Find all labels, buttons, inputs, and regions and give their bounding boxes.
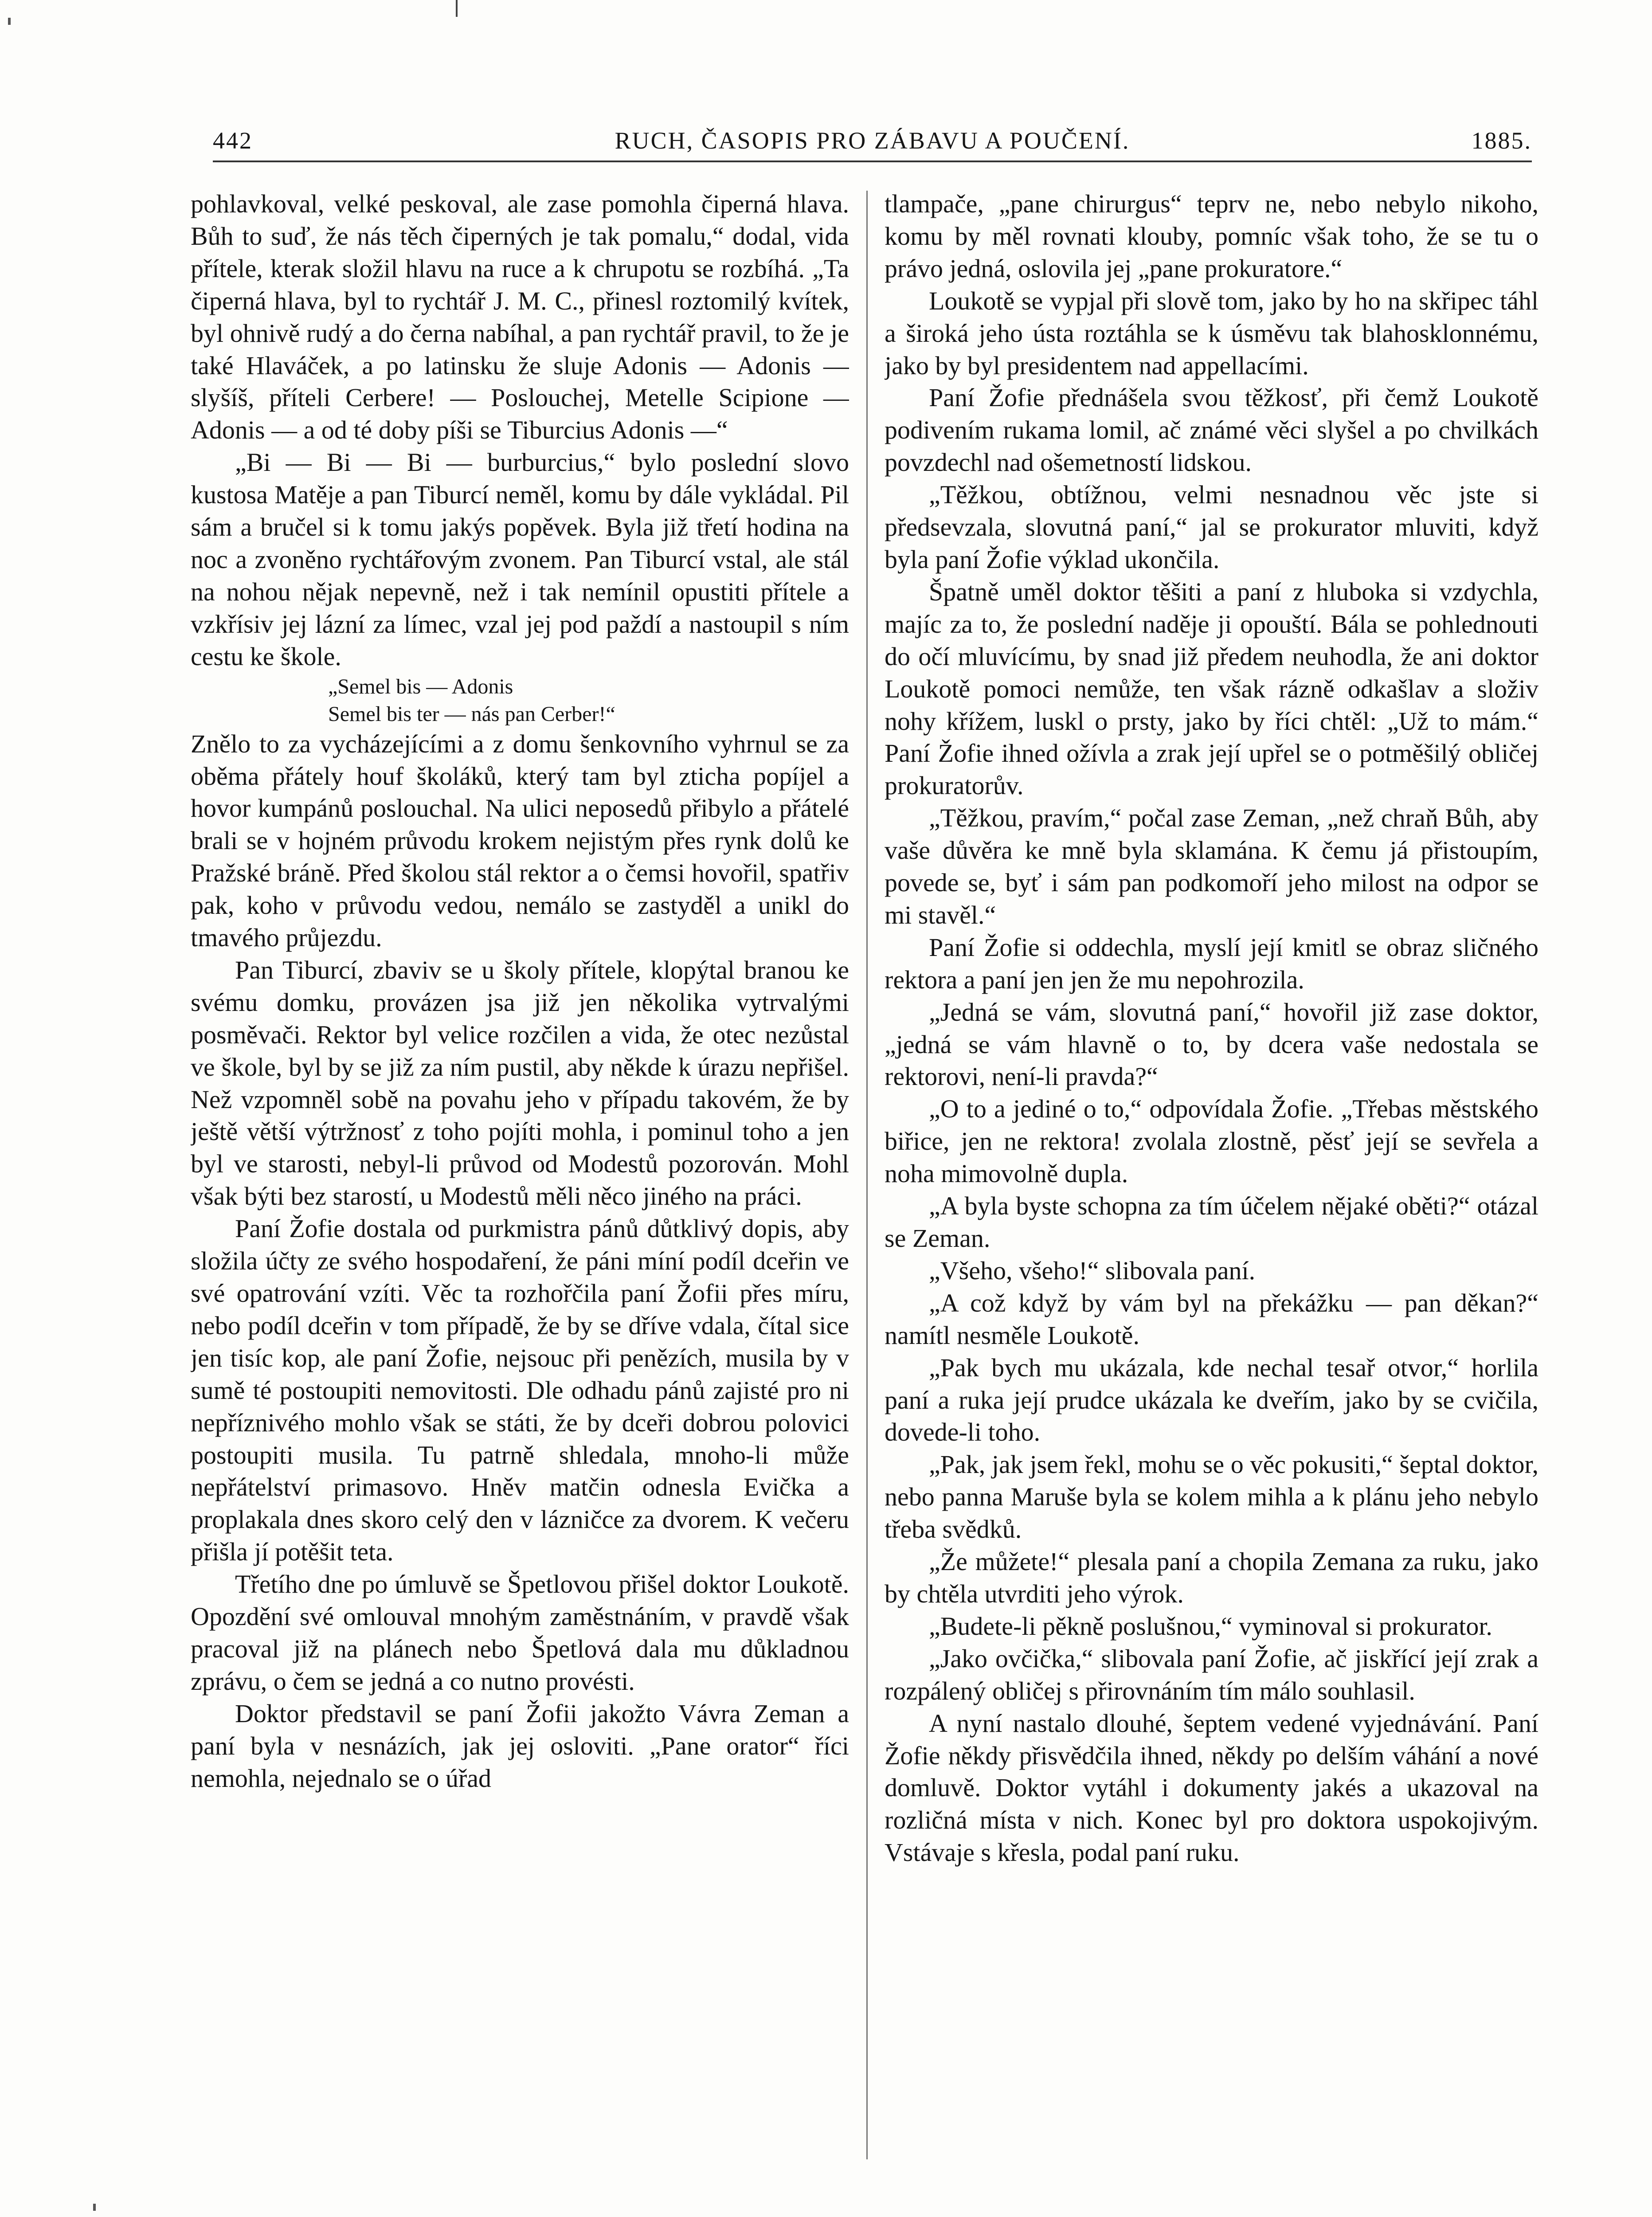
page-number: 442 — [213, 127, 253, 154]
paragraph: pohlavkoval, velké peskoval, ale zase pomohla čiperná hlava. Bůh to suď, že nás těch čiperných je tak pomalu,“ dodal, vida přítele, kterak složil hlavu na ruce a k chrupotu se rozbíhá. „Ta čiperná hlava, byl to rychtář J. M. C., přinesl roztomilý kvítek, byl ohnivě rudý a do černa nabíhal, a pan rychtář pravil, to že je také Hlaváček, a po latinsku že sluje Adonis — Adonis — slyšíš, příteli Cerbere! — Poslouchej, Metelle Scipione — Adonis — a od té doby píši se Tiburcius Adonis —“ — [191, 189, 849, 445]
verse-quote — [328, 673, 849, 728]
paragraph: „Pak bych mu ukázala, kde nechal tesař otvor,“ horlila paní a ruka její prudce ukázala ke dveřím, jako by se cvičila, dovede-li toho. — [885, 1353, 1538, 1447]
paragraph: Loukotě se vypjal při slově tom, jako by ho na skřipec táhl a široká jeho ústa roztáhla se k úsměvu tak blahosklonnému, jako by byl presidentem nad appellacími. — [885, 286, 1538, 380]
right-column — [885, 188, 1538, 2166]
paragraph: Špatně uměl doktor těšiti a paní z hluboka si vzdychla, majíc za to, že poslední naděje ji opouští. Bála se pohlednouti do očí mluvícímu, by snad již předem neuhodla, že ani doktor Loukotě pomoci nemůže, ten však rázně odkašlav a složiv nohy křížem, luskl o prsty, jako by říci chtěl: „Už to mám.“ Paní Žofie ihned ožívla a zrak její upřel se o potměšilý obličej prokuratorův. — [885, 577, 1538, 800]
paragraph: Paní Žofie si oddechla, myslí její kmitl se obraz sličného rektora a paní jen jen že mu nepohrozila. — [885, 932, 1538, 994]
column-divider — [866, 191, 868, 2159]
paragraph: „Pak, jak jsem řekl, mohu se o věc pokusiti,“ šeptal doktor, nebo panna Maruše byla se kolem mihla a k plánu jeho nebylo třeba svědků. — [885, 1450, 1538, 1544]
paragraph: „Budete-li pěkně poslušnou,“ vyminoval si prokurator. — [929, 1611, 1492, 1641]
paragraph: „Jako ovčička,“ slibovala paní Žofie, ač jiskřící její zrak a rozpálený obličej s přirovnáním tím málo souhlasil. — [885, 1644, 1538, 1705]
running-header — [213, 127, 1532, 162]
volume-year: 1885. — [1471, 127, 1532, 154]
paragraph: Třetího dne po úmluvě se Špetlovou přišel doktor Loukotě. Opozdění své omlouval mnohým zaměstnáním, v pravdě však pracoval již na plánech nebo Špetlová dala mu důkladnou zprávu, o čem se jedná a co nutno provésti. — [191, 1570, 849, 1696]
paragraph: „Že můžete!“ plesala paní a chopila Zemana za ruku, jako by chtěla utvrditi jeho výrok. — [885, 1547, 1538, 1608]
paragraph: „Bi — Bi — Bi — burburcius,“ bylo poslední slovo kustosa Matěje a pan Tiburcí neměl, komu by dále vykládal. Pil sám a bručel si k tomu jakýs popěvek. Byla již třetí hodina na noc a zvoněno rychtářovým zvonem. Pan Tiburcí vstal, ale stál na nohou nějak nepevně, než i tak nemínil opustiti přítele a vzkřísiv jej lázní za límec, vzal jej pod paždí a nastoupil s ním cestu ke škole. — [191, 448, 849, 671]
paragraph: „Všeho, všeho!“ slibovala paní. — [929, 1256, 1256, 1285]
paragraph: Paní Žofie přednášela svou těžkosť, při čemž Loukotě podivením rukama lomil, ač známé věci slyšel a po chvilkách povzdechl nad ošemetností lidskou. — [885, 383, 1538, 477]
paragraph: tlampače, „pane chirurgus“ teprv ne, nebo nebylo nikoho, komu by měl rovnati klouby, pomníc však toho, že se tu o právo jedná, oslovila jej „pane prokuratore.“ — [885, 189, 1538, 283]
paragraph: Doktor představil se paní Žofii jakožto Vávra Zeman a paní byla v nesnázích, jak jej osloviti. „Pane orator“ říci nemohla, nejednalo se o úřad — [191, 1699, 849, 1793]
paragraph: „A byla byste schopna za tím účelem nějaké oběti?“ otázal se Zeman. — [885, 1191, 1538, 1253]
paragraph: Paní Žofie dostala od purkmistra pánů důtklivý dopis, aby složila účty ze svého hospodaření, že páni míní podíl dceřin ve své opatrování vzíti. Věc ta rozhořčila paní Žofii přes míru, nebo podíl dceřin v tom případě, že by se dříve vdala, čítal sice jen tisíc kop, ale paní Žofie, nejsouc při penězích, musila by v sumě té postoupiti nemovitosti. Dle odhadu pánů zajisté pro ni nepříznivého mohlo však se státi, že by dceři dobrou polovici postoupiti musila. Tu patrně shledala, mnoho-li může nepřátelství primasovo. Hněv matčin odnesla Evička a proplakala dnes skoro celý den v lázničce za dvorem. K večeru přišla jí potěšit teta. — [191, 1214, 849, 1567]
paragraph: „A což když by vám byl na překážku — pan děkan?“ namítl nesměle Loukotě. — [885, 1288, 1538, 1350]
verse-line: „Semel bis — Adonis — [328, 674, 513, 698]
journal-title: RUCH, ČASOPIS PRO ZÁBAVU A POUČENÍ. — [615, 127, 1130, 154]
left-column — [191, 188, 849, 2166]
edge-speck-left — [8, 18, 11, 25]
paragraph: A nyní nastalo dlouhé, šeptem vedené vyjednávání. Paní Žofie někdy přisvědčila ihned, někdy po delším váhání a nové domluvě. Doktor vytáhl i dokumenty jakés a ukazoval na rozličná místa v nich. Konec byl pro doktora uspokojivým. Vstávaje s křesla, podal paní ruku. — [885, 1708, 1538, 1867]
paragraph: „Těžkou, pravím,“ počal zase Zeman, „než chraň Bůh, aby vaše důvěra ke mně byla sklamána. K čemu já přistoupím, povede se, byť i sám pan podkomoří jeho milost na odpor se mi stavěl.“ — [885, 803, 1538, 929]
paragraph: „O to a jediné o to,“ odpovídala Žofie. „Třebas městského biřice, jen ne rektora! zvolala zlostně, pěsť její se sevřela a noha mimovolně dupla. — [885, 1094, 1538, 1188]
paragraph: „Těžkou, obtížnou, velmi nesnadnou věc jste si předsevzala, slovutná paní,“ jal se prokurator mluviti, když byla paní Žofie výklad ukončila. — [885, 480, 1538, 574]
paragraph: Pan Tiburcí, zbaviv se u školy přítele, klopýtal branou ke svému domku, provázen jsa již jen několika vytrvalými posměvači. Rektor byl velice rozčilen a vida, že otec nezůstal ve škole, byl by se již za ním pustil, aby někde k úrazu nepřišel. Než vzpomněl sobě na povahu jeho v případu takovém, že by ještě větší výtržnosť z toho pojíti mohla, i pominul toho a jen byl ve starosti, nebyl-li průvod od Modestů pozorován. Mohl však býti bez starostí, u Modestů měli něco jiného na práci. — [191, 955, 849, 1211]
paragraph: „Jedná se vám, slovutná paní,“ hovořil již zase doktor, „jedná se vám hlavně o to, by dcera vaše nedostala se rektorovi, není-li pravda?“ — [885, 997, 1538, 1091]
header-rule — [213, 161, 1532, 162]
paragraph: Znělo to za vycházejícími a z domu šenkovního vyhrnul se za oběma přátely houf školáků, který tam byl zticha popíjel a hovor kumpánů poslouchal. Na ulici neposedů přibylo a přátelé brali se v hojném průvodu krokem nejistým přes rynk dolů ke Pražské bráně. Před školou stál rektor a o čemsi hovořil, spatřiv pak, koho v průvodu vedou, nemálo se zastyděl a unikl do tmavého průjezdu. — [191, 729, 849, 952]
verse-line: Semel bis ter — nás pan Cerber!“ — [328, 702, 615, 726]
edge-speck-bottom — [93, 2204, 96, 2211]
edge-tick-top — [456, 0, 458, 17]
